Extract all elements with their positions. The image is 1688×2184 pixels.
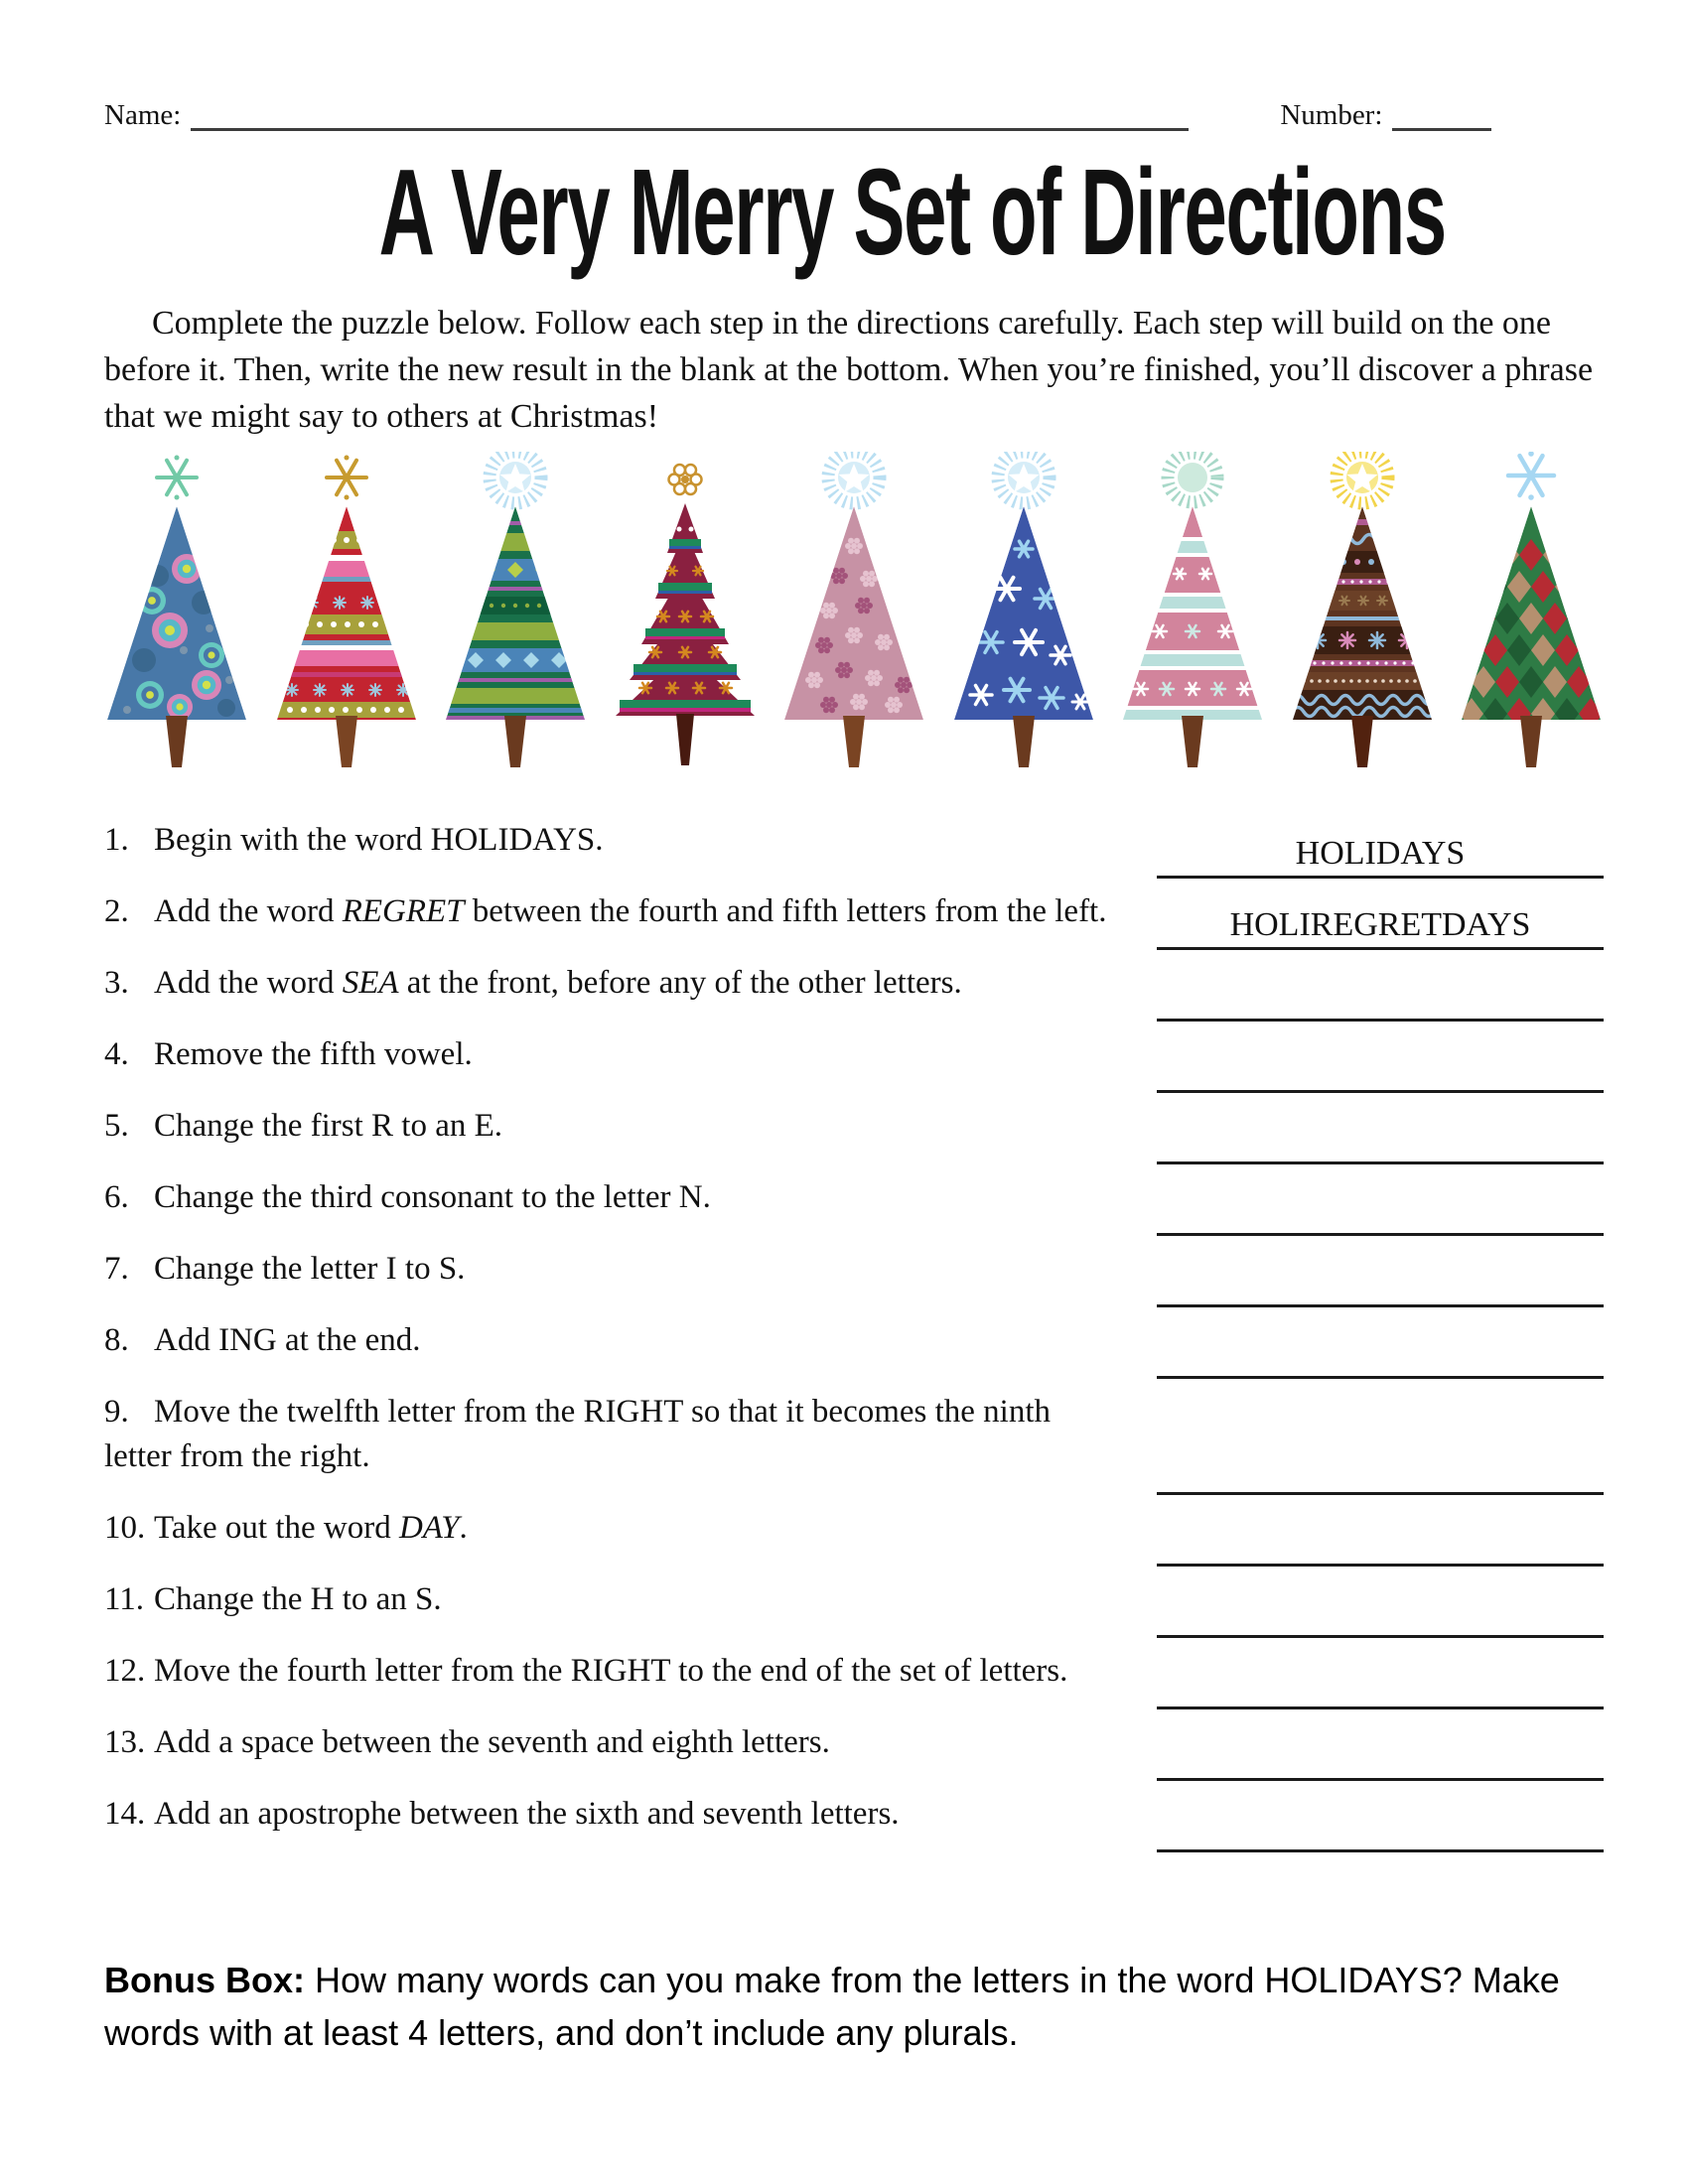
item-text: Add ING at the end. <box>154 1322 421 1358</box>
direction-item-8 <box>104 1318 1604 1363</box>
item-number: 14. <box>104 1796 146 1832</box>
starburst-topper-icon <box>998 452 1050 503</box>
item-number: 4. <box>104 1036 129 1072</box>
tree-trunk <box>504 716 526 767</box>
direction-item-10 <box>104 1506 1604 1551</box>
christmas-tree-9 <box>1447 452 1616 774</box>
item-text-italic: REGRET <box>342 893 465 929</box>
item-text-italic: DAY <box>398 1510 460 1546</box>
direction-item-12 <box>104 1649 1604 1694</box>
item-text: Move the fourth letter from the RIGHT to the end of the set of letters. <box>154 1653 1068 1689</box>
starburst-topper-icon <box>490 452 541 503</box>
tree-trunk <box>336 716 357 767</box>
item-text-cont: between the fourth and fifth letters from the left. <box>464 893 1107 929</box>
tree-body <box>616 503 755 716</box>
tree-trunk <box>1520 716 1542 767</box>
christmas-tree-8 <box>1278 452 1447 774</box>
tree-body <box>1447 506 1616 732</box>
item-text: Change the first R to an E. <box>154 1108 503 1144</box>
direction-item-7 <box>104 1247 1604 1292</box>
answer-blank-5[interactable] <box>1157 1150 1604 1164</box>
tree-body <box>1278 506 1447 720</box>
item-text: Begin with the word HOLIDAYS. <box>154 822 604 858</box>
item-number: 2. <box>104 893 129 929</box>
christmas-tree-7 <box>1108 452 1277 774</box>
item-text-cont: . <box>459 1510 468 1546</box>
item-text: Change the letter I to S. <box>154 1251 466 1287</box>
name-blank-line[interactable] <box>191 120 1189 131</box>
bonus-label: Bonus Box: <box>104 1960 305 2000</box>
answer-text: HOLIREGRETDAYS <box>1229 906 1531 943</box>
answer-blank-11[interactable] <box>1157 1623 1604 1638</box>
christmas-tree-4 <box>601 452 770 774</box>
tree-body <box>431 506 600 720</box>
answer-blank-14[interactable] <box>1157 1838 1604 1852</box>
tree-trunk <box>166 716 188 767</box>
christmas-tree-3 <box>431 452 600 774</box>
page-title: A Very Merry Set of Directions <box>378 143 1446 282</box>
answer-blank-7[interactable] <box>1157 1293 1604 1307</box>
christmas-tree-2 <box>262 452 431 774</box>
direction-item-9 <box>104 1390 1604 1479</box>
item-number: 7. <box>104 1251 129 1287</box>
item-number: 1. <box>104 822 129 858</box>
item-text-italic: SEA <box>342 965 399 1001</box>
item-number: 9. <box>104 1394 129 1430</box>
direction-item-5 <box>104 1104 1604 1149</box>
answer-blank-3[interactable] <box>1157 1007 1604 1022</box>
starburst-topper-icon <box>1168 453 1217 502</box>
item-text: Change the H to an S. <box>154 1581 442 1617</box>
snowflake-topper-icon <box>1508 452 1554 500</box>
direction-item-11 <box>104 1577 1604 1622</box>
snowflake-topper-icon <box>157 456 197 500</box>
direction-item-2 <box>104 889 1604 943</box>
flower-topper-icon <box>668 465 701 494</box>
answer-blank-4[interactable] <box>1157 1078 1604 1093</box>
item-text: Add the word <box>154 965 343 1001</box>
item-number: 11. <box>104 1581 145 1617</box>
christmas-tree-6 <box>939 452 1108 774</box>
item-text-cont: at the front, before any of the other letters. <box>398 965 962 1001</box>
tree-body <box>262 506 431 720</box>
tree-body <box>770 506 938 720</box>
christmas-tree-5 <box>770 452 938 774</box>
answer-blank-8[interactable] <box>1157 1364 1604 1379</box>
item-number: 8. <box>104 1322 129 1358</box>
direction-item-6 <box>104 1175 1604 1220</box>
answer-blank-1[interactable] <box>1157 834 1604 879</box>
item-text: Move the twelfth letter from the RIGHT so that it becomes the ninth letter from the right. <box>104 1394 1052 1474</box>
directions-list <box>104 818 1604 1837</box>
item-number: 10. <box>104 1510 146 1546</box>
direction-item-1 <box>104 818 1604 872</box>
item-text: Add an apostrophe between the sixth and seventh letters. <box>154 1796 900 1832</box>
direction-item-13 <box>104 1720 1604 1765</box>
answer-blank-12[interactable] <box>1157 1695 1604 1709</box>
starburst-topper-icon <box>1336 452 1388 503</box>
header-row <box>104 97 1604 133</box>
bonus-box <box>104 1954 1594 2059</box>
name-label: Name: <box>104 99 182 131</box>
answer-text: HOLIDAYS <box>1295 835 1466 872</box>
christmas-tree-1 <box>92 452 261 774</box>
bonus-text: How many words can you make from the letters in the word HOLIDAYS? Make words with at least 4 letters, and don’t include any plurals. <box>104 1960 1560 2053</box>
item-text: Add the word <box>154 893 343 929</box>
answer-blank-2[interactable] <box>1157 905 1604 950</box>
item-number: 12. <box>104 1653 146 1689</box>
item-number: 13. <box>104 1724 146 1760</box>
tree-trunk <box>1013 716 1035 767</box>
tree-trunk <box>1182 716 1203 767</box>
answer-blank-10[interactable] <box>1157 1552 1604 1567</box>
tree-trunk <box>1351 716 1373 767</box>
tree-body <box>1108 506 1277 720</box>
answer-blank-13[interactable] <box>1157 1766 1604 1781</box>
item-text: Remove the fifth vowel. <box>154 1036 473 1072</box>
item-text: Take out the word <box>154 1510 399 1546</box>
item-text: Change the third consonant to the letter N. <box>154 1179 711 1215</box>
title-block <box>104 143 1604 282</box>
starburst-topper-icon <box>828 452 880 503</box>
tree-body <box>939 506 1108 720</box>
tree-body <box>92 506 261 720</box>
christmas-trees-illustration <box>92 452 1616 774</box>
direction-item-4 <box>104 1032 1604 1077</box>
answer-blank-9[interactable] <box>1157 1480 1604 1495</box>
number-blank-line[interactable] <box>1392 120 1491 131</box>
item-number: 6. <box>104 1179 129 1215</box>
item-number: 3. <box>104 965 129 1001</box>
number-label: Number: <box>1280 99 1383 131</box>
tree-trunk <box>843 716 865 767</box>
direction-item-14 <box>104 1792 1604 1837</box>
intro-paragraph: Complete the puzzle below. Follow each step in the directions carefully. Each step will build on the one before it. Then, write the new result in the blank at the bottom. When you’re finished, you’ll discover a phrase that we might say to others at Christmas! <box>104 305 1594 435</box>
tree-trunk <box>676 714 694 765</box>
item-number: 5. <box>104 1108 129 1144</box>
answer-blank-6[interactable] <box>1157 1221 1604 1236</box>
item-text: Add a space between the seventh and eighth letters. <box>154 1724 830 1760</box>
direction-item-3 <box>104 961 1604 1006</box>
snowflake-topper-icon <box>327 456 366 500</box>
